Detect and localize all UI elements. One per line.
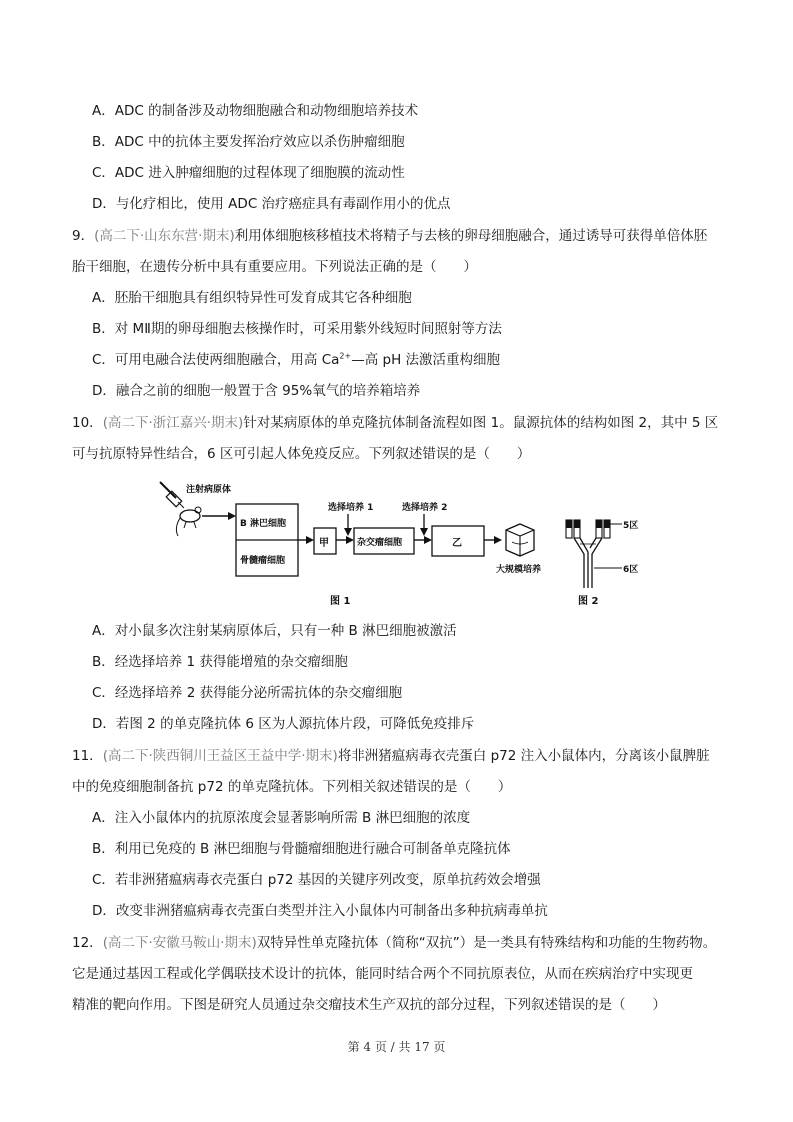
caption-fig1: 图 1	[330, 596, 351, 607]
q12-text: 双特异性单克隆抗体（简称“双抗”）是一类具有特殊结构和功能的生物药物。	[256, 935, 717, 951]
q10-option-a: A．对小鼠多次注射某病原体后，只有一种 B 淋巴细胞被激活	[92, 623, 457, 639]
q9-option-c-sup: 2+	[339, 351, 352, 361]
q11-stem-line2: 中的免疫细胞制备抗 p72 的单克隆抗体。下列相关叙述错误的是（ ）	[72, 779, 512, 795]
q11-source: (高二下·陕西铜川王益区王益中学·期末)	[102, 748, 338, 764]
q10-stem-line1	[72, 413, 718, 433]
q10-option-b: B．经选择培养 1 获得能增殖的杂交瘤细胞	[92, 654, 348, 670]
culture-vessel-icon	[506, 524, 534, 556]
q11-number: 11．	[72, 748, 103, 764]
q10-option-d: D．若图 2 的单克隆抗体 6 区为人源抗体片段，可降低免疫排斥	[92, 716, 475, 732]
label-zone5: 5区	[623, 521, 639, 531]
q8-option-a: A．ADC 的制备涉及动物细胞融合和动物细胞培养技术	[92, 103, 419, 119]
q9-option-c-pre: C．可用电融合法使两细胞融合，用高 Ca	[92, 352, 340, 368]
q8-option-d: D．与化疗相比，使用 ADC 治疗癌症具有毒副作用小的优点	[92, 196, 451, 212]
antibody-icon	[566, 520, 610, 588]
caption-fig2: 图 2	[578, 596, 599, 607]
q12-stem-line2: 它是通过基因工程或化学偶联技术设计的抗体，能同时结合两个不同抗原表位，从而在疾病治疗中实现更	[72, 966, 693, 982]
q10-stem-line2: 可与抗原特异性结合，6 区可引起人体免疫反应。下列叙述错误的是（ ）	[72, 446, 531, 462]
page-footer: 第 4 页 / 共 17 页	[347, 1040, 446, 1054]
q9-number: 9．	[72, 228, 95, 244]
q8-option-c: C．ADC 进入肿瘤细胞的过程体现了细胞膜的流动性	[92, 165, 405, 181]
label-b-cell: B 淋巴细胞	[240, 519, 286, 529]
label-large-scale: 大规模培养	[496, 565, 542, 575]
label-select2: 选择培养 2	[402, 503, 448, 513]
q9-stem-line2: 胎干细胞，在遗传分析中具有重要应用。下列说法正确的是（ ）	[72, 259, 477, 275]
q9-text: 利用体细胞核移植技术将精子与去核的卵母细胞融合，通过诱导可获得单倍体胚	[234, 228, 708, 244]
label-myeloma: 骨髓瘤细胞	[240, 556, 286, 566]
label-yi: 乙	[452, 538, 462, 549]
q11-text: 将非洲猪瘟病毒衣壳蛋白 p72 注入小鼠体内，分离该小鼠脾脏	[337, 748, 710, 764]
label-inject: 注射病原体	[186, 485, 232, 495]
q11-option-b: B．利用已免疫的 B 淋巴细胞与骨髓瘤细胞进行融合可制备单克隆抗体	[92, 841, 511, 857]
q11-option-c: C．若非洲猪瘟病毒衣壳蛋白 p72 基因的关键序列改变，原单抗药效会增强	[92, 872, 541, 888]
q12-number: 12．	[72, 935, 103, 951]
q9-option-c	[92, 350, 500, 370]
q9-stem-line1	[72, 226, 707, 246]
q11-stem-line1	[72, 746, 710, 766]
q9-option-a: A．胚胎干细胞具有组织特异性可发育成其它各种细胞	[92, 290, 412, 306]
q12-stem-line3: 精准的靶向作用。下图是研究人员通过杂交瘤技术生产双抗的部分过程，下列叙述错误的是（ ）	[72, 997, 666, 1013]
q11-option-a: A．注入小鼠体内的抗原浓度会显著影响所需 B 淋巴细胞的浓度	[92, 810, 471, 826]
q11-option-d: D．改变非洲猪瘟病毒衣壳蛋白类型并注入小鼠体内可制备出多种抗病毒单抗	[92, 903, 548, 919]
q12-stem-line1	[72, 933, 716, 953]
q9-source: (高二下·山东东营·期末)	[94, 228, 235, 244]
q9-option-d: D．融合之前的细胞一般置于含 95%氧气的培养箱培养	[92, 383, 421, 399]
label-jia: 甲	[319, 538, 329, 549]
q10-option-c: C．经选择培养 2 获得能分泌所需抗体的杂交瘤细胞	[92, 685, 403, 701]
label-hybridoma: 杂交瘤细胞	[357, 538, 403, 548]
q10-text: 针对某病原体的单克隆抗体制备流程如图 1。鼠源抗体的结构如图 2，其中 5 区	[243, 415, 719, 431]
label-select1: 选择培养 1	[328, 503, 374, 513]
q10-figure	[150, 476, 670, 614]
q10-source: (高二下·浙江嘉兴·期末)	[102, 415, 244, 431]
label-zone6: 6区	[623, 565, 639, 575]
q12-source: (高二下·安徽马鞍山·期末)	[102, 935, 257, 951]
q9-option-c-post: —高 pH 法激活重构细胞	[351, 352, 501, 368]
q9-option-b: B．对 MⅡ期的卵母细胞去核操作时，可采用紫外线短时间照射等方法	[92, 321, 502, 337]
q8-option-b: B．ADC 中的抗体主要发挥治疗效应以杀伤肿瘤细胞	[92, 134, 405, 150]
q10-number: 10．	[72, 415, 103, 431]
